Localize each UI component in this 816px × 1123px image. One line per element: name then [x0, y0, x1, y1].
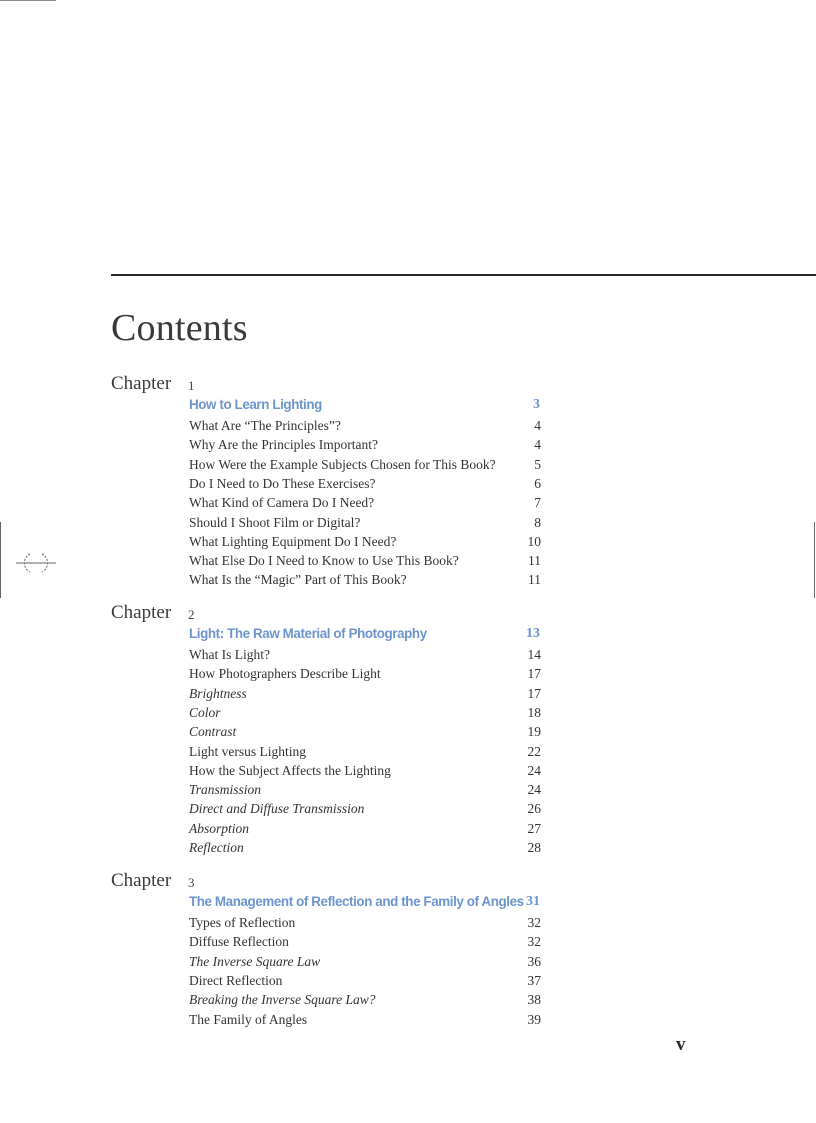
- toc-entry[interactable]: [189, 913, 541, 932]
- chapter-label: Chapter: [111, 870, 172, 891]
- chapter-page-number: 3: [533, 397, 540, 412]
- toc-entry-title: Transmission: [189, 782, 262, 798]
- page-title: Contents: [111, 307, 248, 349]
- toc-entry-title: Brightness: [189, 685, 247, 701]
- page-number: v: [676, 1034, 686, 1055]
- toc-entry-page: 38: [527, 992, 541, 1008]
- chapter-number: 2: [188, 607, 195, 622]
- toc-entry-title: Direct Reflection: [189, 972, 283, 988]
- toc-entry[interactable]: [189, 971, 541, 990]
- toc-entry-page: 39: [527, 1011, 541, 1027]
- toc-entry-page: 37: [527, 972, 541, 988]
- toc-entry-title: Why Are the Principles Important?: [189, 437, 378, 453]
- toc-entry[interactable]: [189, 932, 541, 951]
- toc-entry[interactable]: [189, 455, 541, 474]
- toc-entry[interactable]: [189, 645, 541, 664]
- toc-entry-title: The Inverse Square Law: [189, 953, 321, 969]
- toc-entry[interactable]: [189, 570, 541, 589]
- toc-entry-page: 5: [534, 456, 541, 472]
- toc-entry[interactable]: [189, 761, 541, 780]
- toc-entry-page: 4: [534, 418, 541, 433]
- toc-entry-title: Direct and Diffuse Transmission: [189, 801, 365, 817]
- toc-entry-page: 27: [527, 820, 541, 836]
- toc-entry-page: 28: [527, 840, 541, 855]
- toc-entry-page: 4: [534, 437, 541, 453]
- chapter-number: 1: [188, 378, 195, 393]
- toc-entry-page: 24: [527, 782, 541, 798]
- toc-entry-page: 7: [534, 495, 541, 511]
- toc-entry[interactable]: [189, 416, 541, 435]
- toc-entry[interactable]: [189, 435, 541, 454]
- chapter-page-number: 13: [526, 626, 540, 641]
- toc-entry-title: Should I Shoot Film or Digital?: [189, 514, 361, 530]
- toc-entry-page: 17: [527, 685, 541, 701]
- toc-entry[interactable]: [189, 1010, 541, 1029]
- toc-entry-page: 11: [528, 553, 541, 569]
- chapter-label: Chapter: [111, 373, 172, 394]
- toc-entry-page: 11: [528, 572, 541, 588]
- toc-entry-title: Absorption: [189, 820, 250, 836]
- toc-entry-title: What Are “The Principles”?: [189, 418, 341, 433]
- toc-entry-title: Types of Reflection: [189, 915, 296, 930]
- toc-entry-title: Contrast: [189, 724, 237, 740]
- toc-entry[interactable]: [189, 799, 541, 818]
- toc-entry-page: 26: [527, 801, 541, 817]
- toc-entry[interactable]: [189, 532, 541, 551]
- toc-entry[interactable]: [189, 664, 541, 683]
- toc-entry-title: Light versus Lighting: [189, 743, 306, 759]
- toc-entry-page: 22: [527, 743, 541, 759]
- toc-entry[interactable]: [189, 703, 541, 722]
- toc-entry[interactable]: [189, 513, 541, 532]
- toc-entry-title: How Were the Example Subjects Chosen for This Book?: [189, 456, 496, 472]
- toc-entry-title: What Is Light?: [189, 647, 270, 662]
- toc-entry[interactable]: [189, 990, 541, 1009]
- toc-entry-title: What Is the “Magic” Part of This Book?: [189, 572, 407, 588]
- toc-entry[interactable]: [189, 742, 541, 761]
- toc-entry-title: Reflection: [189, 840, 244, 855]
- toc-entry-title: Do I Need to Do These Exercises?: [189, 475, 376, 491]
- chapter-title-link[interactable]: How to Learn Lighting: [189, 397, 322, 412]
- toc-entry[interactable]: [189, 493, 541, 512]
- toc-entry-page: 32: [527, 934, 541, 950]
- toc-entry[interactable]: [189, 780, 541, 799]
- toc-entry[interactable]: [189, 819, 541, 838]
- toc-entry-page: 19: [527, 724, 541, 740]
- toc-entry-page: 32: [527, 915, 541, 930]
- toc-entry-title: What Lighting Equipment Do I Need?: [189, 533, 397, 549]
- toc-entry-title: What Else Do I Need to Know to Use This Book?: [189, 553, 459, 569]
- toc-entry-page: 18: [527, 704, 541, 720]
- chapter-page-number: 31: [526, 894, 540, 909]
- toc-entry-title: Diffuse Reflection: [189, 934, 289, 950]
- toc-entry[interactable]: [189, 722, 541, 741]
- toc-entry-page: 10: [527, 533, 541, 549]
- chapter-title-link[interactable]: Light: The Raw Material of Photography: [189, 626, 427, 641]
- toc-entry-page: 8: [534, 514, 541, 530]
- toc-entry-page: 36: [527, 953, 541, 969]
- toc-entry[interactable]: [189, 838, 541, 857]
- toc-entry-title: Breaking the Inverse Square Law?: [189, 992, 376, 1008]
- chapter-title-link[interactable]: The Management of Reflection and the Family of Angles: [189, 894, 524, 909]
- toc-entry-title: How the Subject Affects the Lighting: [189, 762, 391, 778]
- toc-entry-title: What Kind of Camera Do I Need?: [189, 495, 375, 511]
- toc-entry-page: 24: [527, 762, 541, 778]
- toc-entry[interactable]: [189, 474, 541, 493]
- toc-entry[interactable]: [189, 684, 541, 703]
- toc-entry-page: 6: [534, 475, 541, 491]
- toc-entry[interactable]: [189, 952, 541, 971]
- toc-entry[interactable]: [189, 551, 541, 570]
- toc-entry-title: How Photographers Describe Light: [189, 666, 381, 682]
- chapter-label: Chapter: [111, 602, 172, 623]
- toc-entry-page: 14: [527, 647, 541, 662]
- chapter-number: 3: [188, 875, 195, 890]
- toc-entry-title: The Family of Angles: [189, 1011, 308, 1027]
- toc-entry-page: 17: [527, 666, 541, 682]
- toc-entry-title: Color: [189, 704, 221, 720]
